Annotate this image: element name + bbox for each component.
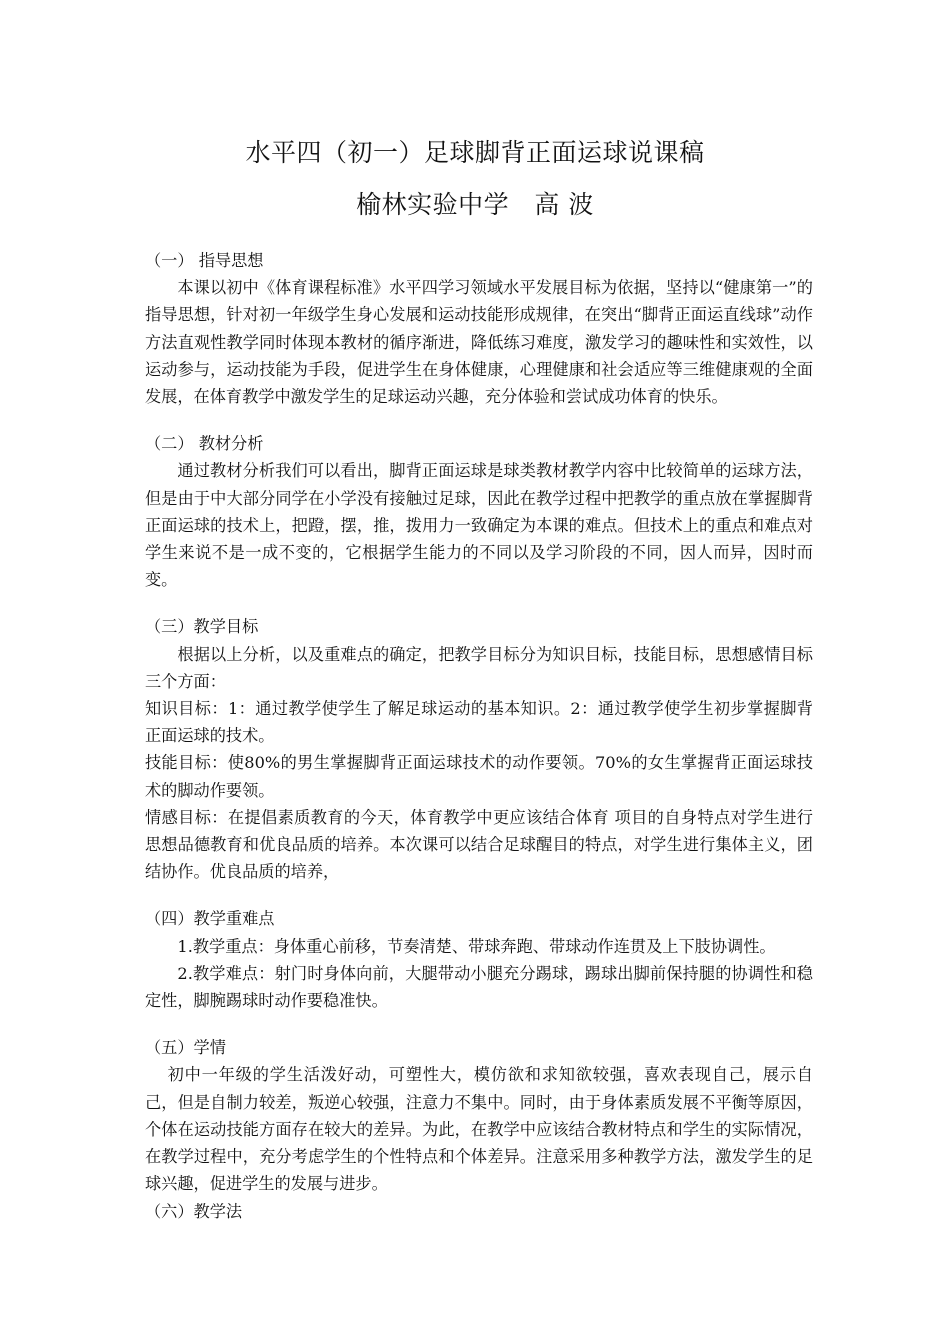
objective-emotion: 情感目标：在提倡素质教育的今天，体育教学中更应该结合体育 项目的自身特点对学生进行思想品德教育和优良品质的培养。本次课可以结合足球醒目的特点，对学生进行集体主义，团结协作。优良品质的培养， [145,807,813,882]
objective-knowledge: 知识目标：1：通过教学使学生了解足球运动的基本知识。2：通过教学使学生初步掌握脚背正面运球的技术。 [145,699,813,746]
section-paragraph-student-situation: 初中一年级的学生活泼好动，可塑性大，模仿欲和求知欲较强，喜欢表现自己，展示自己，但是自制力较差，叛逆心较强，注意力不集中。同时，由于身体素质发展不平衡等原因，个体在运动技能方面存在较大的差异。为此，在教学中应该结合教材特点和学生的实际情况，在教学过程中，充分考虑学生的个性特点和个体差异。注意采用多种教学方法，激发学生的足球兴趣，促进学生的发展与进步。 [145,1065,813,1194]
section-heading-teaching-method: （六）教学法 [145,1201,243,1221]
key-point-1: 1.教学重点：身体重心前移，节奏清楚、带球奔跑、带球动作连贯及上下肢协调性。 [177,936,776,956]
key-point-2: 2.教学难点：射门时身体向前，大腿带动小腿充分踢球，踢球出脚前保持腿的协调性和稳定性，脚腕踢球时动作要稳准快。 [145,963,813,1011]
section-heading-student-situation: （五）学情 [145,1038,226,1058]
section-heading-teaching-objectives: （三）教学目标 [145,617,259,637]
objectives-intro: 根据以上分析，以及重难点的确定，把教学目标分为知识目标，技能目标，思想感情目标三个方面： [145,644,813,691]
section-heading-key-points: （四）教学重难点 [145,909,275,929]
objective-skill: 技能目标：使80%的男生掌握脚背正面运球技术的动作要领。70%的女生掌握背正面运球技术的脚动作要领。 [145,753,813,800]
section-paragraph-guiding-ideology: 本课以初中《体育课程标准》水平四学习领域水平发展目标为依据，坚持以“健康第一”的指导思想，针对初一年级学生身心发展和运动技能形成规律，在突出“脚背正面运直线球”动作方法直观性教学同时体现本教材的循序渐进，降低练习难度，激发学习的趣味性和实效性，以运动参与，运动技能为手段，促进学生在身体健康，心理健康和社会适应等三维健康观的全面发展，在体育教学中激发学生的足球运动兴趣，充分体验和尝试成功体育的快乐。 [145,278,813,407]
section-heading-material-analysis: （二） 教材分析 [145,434,264,454]
section-paragraph-material-analysis: 通过教材分析我们可以看出，脚背正面运球是球类教材教学内容中比较简单的运球方法，但是由于中大部分同学在小学没有接触过足球，因此在教学过程中把教学的重点放在掌握脚背正面运球的技术上，把蹬，摆，推，拨用力一致确定为本课的难点。但技术上的重点和难点对学生来说不是一成不变的，它根据学生能力的不同以及学习阶段的不同，因人而异，因时而变。 [145,461,813,590]
section-heading-guiding-ideology: （一） 指导思想 [145,251,264,270]
document-title: 水平四（初一）足球脚背正面运球说课稿 [245,138,705,167]
document-body [145,247,813,1225]
author-line: 榆林实验中学 高 波 [356,190,594,219]
